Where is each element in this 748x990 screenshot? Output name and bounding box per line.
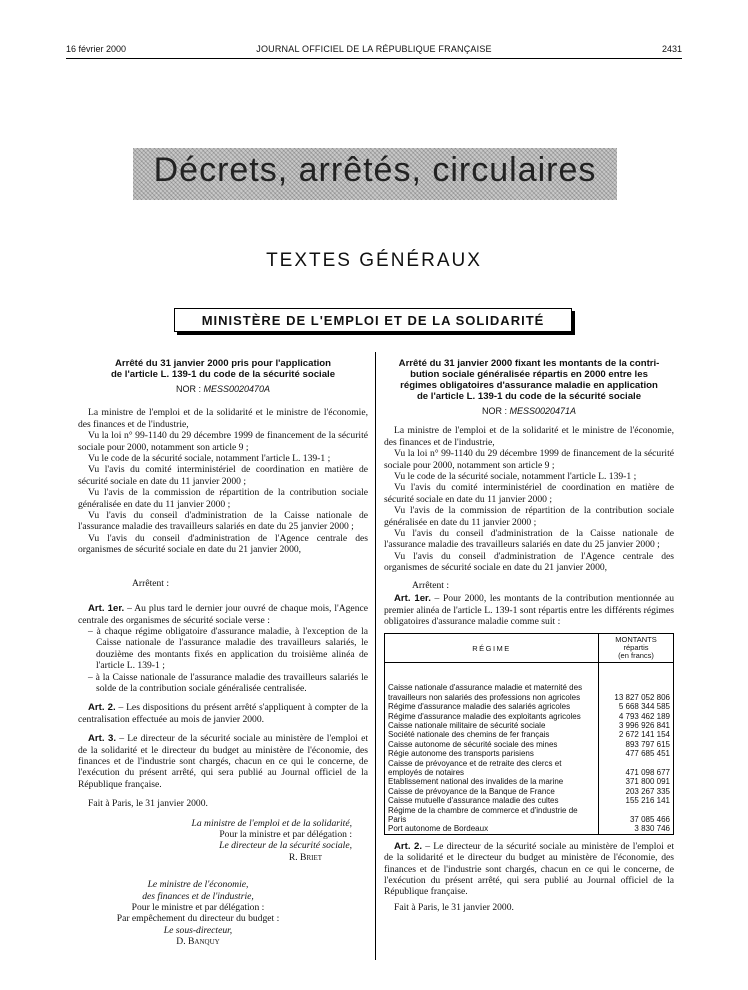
header-line: répartis [623,643,649,653]
regime-amount: 3 996 926 841 [599,721,674,730]
table-row [385,730,674,739]
right-visa: Vu l'avis du conseil d'administration de la Caisse nationale de l'assurance maladie des travailleurs salariés en date du 25 janvier 2000 ; [384,528,674,551]
header-page-number: 2431 [661,44,682,54]
regime-label: Caisse autonome de sécurité sociale des mines [385,740,599,749]
right-visa: Vu l'avis du conseil d'administration de l'Agence centrale des organismes de sécurité sociale en date du 21 janvier 2000, [384,550,674,574]
column-divider [375,352,376,960]
right-title-line: régimes obligatoires d'assurance maladie en application [400,380,658,391]
left-visa: Vu l'avis du conseil d'administration de l'Agence centrale des organismes de sécurité sociale en date du 21 janvier 2000, [78,532,368,556]
signature-name: D. Banquy [176,936,220,948]
regime-amount: 4 793 462 189 [599,712,674,721]
nor-code: MESS0020471A [509,406,577,416]
regime-label: Port autonome de Bordeaux [385,824,599,834]
regime-amount: 2 672 141 154 [599,730,674,739]
left-title-line: Arrêté du 31 janvier 2000 pris pour l'application [114,358,332,369]
header-journal-title: JOURNAL OFFICIEL DE LA RÉPUBLIQUE FRANÇAISE [256,44,492,54]
article-label: Art. 1er. [88,603,125,615]
header-rule [66,58,682,59]
left-article-3 [78,733,368,790]
regime-label: Caisse mutuelle d'assurance maladie des cultes [385,796,599,805]
left-fait: Fait à Paris, le 31 janvier 2000. [88,798,208,810]
regime-label: Caisse de prévoyance de la Banque de France [385,787,599,796]
signature-minister-emploi [78,818,368,864]
signature-minister-economie [78,879,318,947]
signature-name: R. Briet [288,851,322,863]
ministry-title: MINISTÈRE DE L'EMPLOI ET DE LA SOLIDARITÉ [174,308,572,332]
regime-label: Etablissement national des invalides de la marine [385,777,599,786]
left-visa: Vu l'avis du comité interministériel de coordination en matière de sécurité sociale en date du 11 janvier 2000 ; [78,464,368,487]
right-intro: La ministre de l'emploi et de la solidarité et le ministre de l'économie, des finances et de l'industrie, [384,425,674,448]
article-text: – Au plus tard le dernier jour ouvré de chaque mois, l'Agence centrale des organismes de sécurité sociale verse : [78,603,369,626]
table-row [385,787,674,796]
regime-table [384,633,674,835]
right-fait: Fait à Paris, le 31 janvier 2000. [394,901,514,913]
table-header-regime: RÉGIME [385,634,599,663]
banner-title: Décrets, arrêtés, circulaires [153,151,597,189]
left-article-1 [78,603,368,626]
right-nor [384,406,674,417]
header-date: 16 février 2000 [66,44,127,54]
left-visa: Vu l'avis de la commission de répartition de la contribution sociale généralisée en date du 11 janvier 2000 ; [78,487,368,510]
nor-code: MESS0020470A [203,384,271,394]
regime-label: Caisse nationale d'assurance maladie et maternité des travailleurs non salariés des professions non agricoles [385,683,599,702]
regime-label: Régime d'assurance maladie des salariés agricoles [385,702,599,711]
header-line: MONTANTS [615,635,657,645]
table-row [385,740,674,749]
table-header-montants [599,634,674,663]
spacer-cell [599,663,674,684]
section-banner [133,148,617,200]
table-spacer-row [385,663,674,684]
table-row [385,712,674,721]
right-title-line: bution sociale généralisée répartis en 2000 entre les [410,369,648,380]
header-line: (en francs) [618,651,654,661]
right-visa: Vu le code de la sécurité sociale, notamment l'article L. 139-1 ; [394,471,637,483]
right-arretent: Arrêtent : [412,579,450,591]
left-art1-bullet: – à la Caisse nationale de l'assurance maladie des travailleurs salariés le solde de la contribution sociale généralisée centralisée. [88,671,368,694]
left-art1-bullet: – à chaque régime obligatoire d'assurance maladie, à l'exception de la Caisse nationale de l'assurance maladie des travailleurs salariés, le douzième des montants fixés en application du troisième alinéa de l'article L. 139-1 ; [88,625,368,672]
left-column [78,358,368,948]
article-label: Art. 1er. [394,593,431,605]
signature-line: Le directeur de la sécurité sociale, [219,840,352,852]
left-decree-title [78,358,368,380]
left-nor [78,384,368,395]
regime-label: Caisse nationale militaire de sécurité sociale [385,721,599,730]
right-article-2 [384,841,674,898]
signature-line: Pour la ministre et par délégation : [219,829,352,840]
signature-line: Le ministre de l'économie, [147,879,249,891]
regime-amount: 203 267 335 [599,787,674,796]
right-visa: Vu la loi n° 99-1140 du 29 décembre 1999 de financement de la sécurité sociale pour 2000, notamment son article 9 ; [384,448,674,471]
right-visa: Vu l'avis du comité interministériel de coordination en matière de sécurité sociale en date du 11 janvier 2000 ; [384,482,674,505]
regime-amount: 371 800 091 [599,777,674,786]
section-title: TEXTES GÉNÉRAUX [266,250,482,271]
signature-line: Par empêchement du directeur du budget : [116,913,280,925]
spacer [78,725,368,733]
regime-amount: 5 668 344 585 [599,702,674,711]
article-text: – Les dispositions du présent arrêté s'appliquent à compter de la centralisation effectuée au mois de janvier 2000. [78,702,368,725]
page-header [66,44,682,58]
table-row [385,702,674,711]
signature-line: La ministre de l'emploi et de la solidarité, [191,817,352,829]
regime-amount: 893 797 615 [599,740,674,749]
article-text: – Le directeur de la sécurité sociale au ministère de l'emploi et de la solidarité et le directeur du budget au ministère de l'économie, des finances et de l'industrie sont chargés, chacun en ce qui le concerne, de l'exécution du présent arrêté, qui sera publié au Journal officiel de la République française. [384,840,674,898]
signature-line: Pour le ministre et par délégation : [131,902,265,914]
ministry-heading [174,308,572,332]
left-visa: Vu l'avis du conseil d'administration de la Caisse nationale de l'assurance maladie des travailleurs salariés en date du 25 janvier 2000 ; [78,510,368,533]
article-label: Art. 2. [394,840,423,852]
left-article-2 [78,702,368,725]
regime-amount: 471 098 677 [599,759,674,778]
table-row [385,721,674,730]
left-title-line: de l'article L. 139-1 du code de la sécurité sociale [110,369,336,380]
regime-label: Régime de la chambre de commerce et d'industrie de Paris [385,806,599,825]
nor-label: NOR : [175,384,201,394]
table-row [385,749,674,758]
table-row [385,683,674,702]
regime-amount: 13 827 052 806 [599,683,674,702]
nor-label: NOR : [481,406,507,416]
signature-line: des finances et de l'industrie, [142,890,254,902]
spacer-cell [385,663,599,684]
right-column [384,358,674,913]
regime-label: Régime d'assurance maladie des exploitants agricoles [385,712,599,721]
table-row [385,777,674,786]
regime-amount: 37 085 466 [599,806,674,825]
regime-amount: 3 830 746 [599,824,674,834]
article-text: – Pour 2000, les montants de la contribution mentionnée au premier alinéa de l'article L. 139-1 sont répartis entre les différents régimes obligatoires d'assurance maladie comme suit : [384,593,674,627]
table-row [385,806,674,825]
right-article-1 [384,593,674,627]
regime-label: Caisse de prévoyance et de retraite des clercs et employés de notaires [385,759,599,778]
article-text: – Le directeur de la sécurité sociale au ministère de l'emploi et de la solidarité et le directeur du budget au ministère de l'économie, des finances et de l'industrie sont chargés, chacun en ce qui le concerne, de l'exécution du présent arrêté, qui sera publié au Journal officiel de la République française. [78,733,368,790]
signature-line: Le sous-directeur, [163,924,233,936]
regime-label: Société nationale des chemins de fer français [385,730,599,739]
right-decree-title [384,358,674,402]
right-visa: Vu l'avis de la commission de répartition de la contribution sociale généralisée en date du 11 janvier 2000 ; [384,505,674,528]
table-header-row [385,634,674,663]
table-row [385,824,674,834]
left-arretent: Arrêtent : [132,577,170,589]
right-title-line: de l'article L. 139-1 du code de la sécurité sociale [416,391,642,402]
left-visa: Vu la loi n° 99-1140 du 29 décembre 1999 de financement de la sécurité sociale pour 2000, notamment son article 9 ; [78,430,368,453]
left-visa: Vu le code de la sécurité sociale, notamment l'article L. 139-1 ; [88,453,331,465]
regime-amount: 477 685 451 [599,749,674,758]
spacer [78,694,368,702]
article-label: Art. 3. [88,733,117,745]
regime-amount: 155 216 141 [599,796,674,805]
regime-label: Régie autonome des transports parisiens [385,749,599,758]
left-intro: La ministre de l'emploi et de la solidarité et le ministre de l'économie, des finances et de l'industrie, [78,407,368,430]
article-label: Art. 2. [88,702,116,714]
table-row [385,796,674,805]
table-row [385,759,674,778]
right-title-line: Arrêté du 31 janvier 2000 fixant les montants de la contri- [398,358,660,369]
